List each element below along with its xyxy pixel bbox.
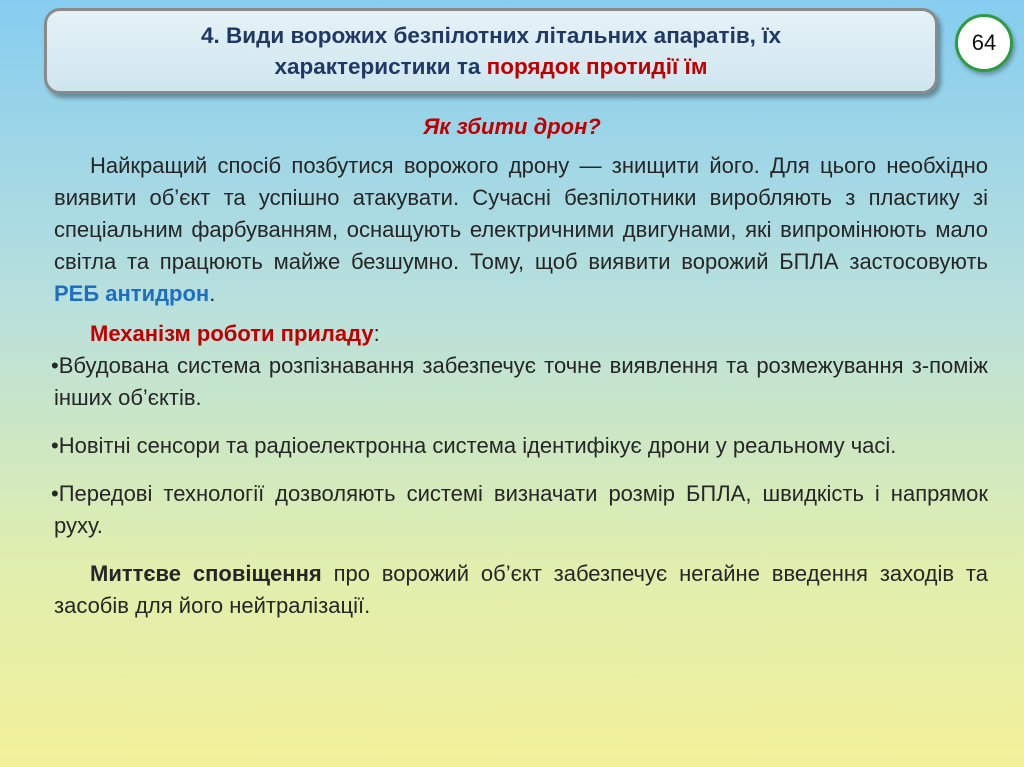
bullet-marker: • bbox=[51, 353, 59, 378]
bullet-text: Передові технології дозволяють системі визначати розмір БПЛА, швидкість і напрямок руху. bbox=[54, 481, 988, 538]
bullet-marker: • bbox=[51, 433, 59, 458]
mechanism-heading bbox=[54, 318, 988, 350]
page-title bbox=[201, 20, 781, 82]
title-box bbox=[44, 8, 938, 94]
title-line-1: 4. Види ворожих безпілотних літальних апаратів, їх bbox=[200, 23, 781, 48]
title-line-2: характеристики та bbox=[274, 54, 487, 79]
intro-text: Найкращий спосіб позбутися ворожого дрону — знищити його. Для цього необхідно виявити об’єкт та успішно атакувати. Сучасні безпілотники виробляють з пластику зі спеціальним фарбуванням, оснащують електричними двигунами, які випромінюють мало світла та працюють майже безшумно. Тому, щоб виявити ворожий БПЛА застосовують bbox=[54, 153, 988, 274]
section-subtitle: Як збити дрон? bbox=[423, 114, 601, 139]
reb-highlight: РЕБ антидрон bbox=[54, 281, 210, 306]
bullet-text: Вбудована система розпізнавання забезпечує точне виявлення та розмежування з-поміж інших об’єктів. bbox=[54, 353, 988, 410]
list-item bbox=[51, 430, 988, 462]
content-body bbox=[51, 150, 988, 622]
page-number-badge: 64 bbox=[955, 14, 1013, 72]
intro-end: . bbox=[209, 281, 216, 306]
mechanism-colon: : bbox=[373, 321, 380, 346]
list-item bbox=[51, 478, 988, 542]
mechanism-heading-text: Механізм роботи приладу bbox=[90, 321, 374, 346]
title-accent: порядок протидії їм bbox=[486, 54, 708, 79]
bullet-text: Новітні сенсори та радіоелектронна система ідентифікує дрони у реальному часі. bbox=[58, 433, 897, 458]
intro-paragraph bbox=[54, 150, 988, 310]
closing-bold: Миттєве сповіщення bbox=[90, 561, 322, 586]
closing-paragraph bbox=[54, 558, 988, 622]
closing-text: про ворожий об’єкт забезпечує негайне введення заходів та засобів для його нейтралізації. bbox=[54, 561, 988, 618]
list-item bbox=[51, 350, 988, 414]
bullet-marker: • bbox=[51, 481, 59, 506]
